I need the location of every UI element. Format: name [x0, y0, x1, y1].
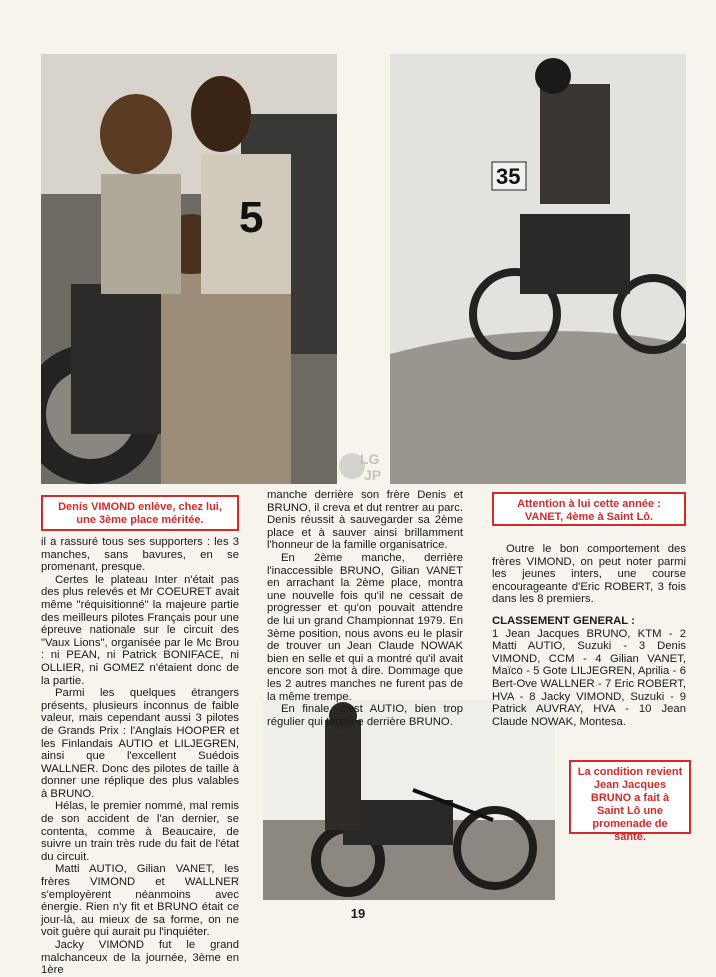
paragraph: En finale, c'est AUTIO, bien trop régulier qui termine derrière BRUNO. — [267, 703, 463, 728]
paragraph: manche derrière son frère Denis et BRUNO, il creva et dut rentrer au parc. Denis réussit à sauvegarder sa 2ème place et à sauver ainsi brillamment l'honneur de la famille organisatrice. — [267, 489, 463, 552]
caption-bruno: La condition revient Jean Jacques BRUNO a fait à Saint Lô une promenade de santé. — [569, 760, 691, 834]
caption-vanet: Attention à lui cette année : VANET, 4ème à Saint Lô. — [492, 492, 686, 526]
paragraph: Certes le plateau Inter n'était pas des plus relevés et Mr COEURET avait même "réquisitionné" la majeure partie des meilleurs pilotes Français pour une épreuve nationale sur le circuit des "Vaux Lions", organisée par le Mc Brou : ni PEAN, ni Patrick BONIFACE, ni OLLIER, ni GOMEZ n'étaient donc de la partie. — [41, 573, 239, 687]
paragraph: Jacky VIMOND fut le grand malchanceux de la journée, 3ème en 1ère — [41, 939, 239, 977]
photo-bruno — [263, 700, 555, 900]
svg-text:JP: JP — [364, 467, 382, 483]
caption-denis: Denis VIMOND enlève, chez lui, une 3ème place méritée. — [41, 495, 239, 531]
article-column-3 — [492, 543, 686, 728]
paragraph: Parmi les quelques étrangers présents, plusieurs inconnus de faible valeur, mais cependant aussi 3 pilotes de Grands Prix : l'Anglais HOOPER et les Finlandais AUTIO et LILJEGREN, ainsi que l'excellent Suédois WALLNER. Donc des pilotes de taille à donner une réplique des plus valables à BRUNO. — [41, 687, 239, 800]
article-column-2 — [267, 489, 463, 728]
svg-text:LG: LG — [360, 451, 380, 467]
paragraph: En 2ème manche, derrière l'inaccessible BRUNO, Gilian VANET en arrachant la 2ème place, montra une nouvelle fois qu'il ne cessait de progresser et qu'on pouvait attendre de lui un grand Championnat 1979. En 3ème position, nous avons eu le plasir de trouver un Jean Claude NOWAK bien en selle et qui a montré qu'il avait encore son mot à dire. Dommage que les 2 autres manches ne furent pas de la même trempe. — [267, 551, 463, 703]
watermark-logo — [336, 446, 392, 488]
paragraph: Hélas, le premier nommé, mal remis de son accident de l'an dernier, se contenta, comme à Beaucaire, de suivre un train très rude du fait de l'état du circuit. — [41, 800, 239, 863]
paragraph: Outre le bon comportement des frères VIMOND, on peut noter parmi les jeunes inters, une course encourageante d'Eric ROBERT, 3 fois dans les 8 premiers. — [492, 543, 686, 606]
page-number: 19 — [350, 906, 366, 921]
svg-text:35: 35 — [496, 164, 521, 189]
paragraph: Matti AUTIO, Gilian VANET, les frères VIMOND et WALLNER s'employèrent néanmoins avec énergie. Rien n'y fit et BRUNO était ce jour-là, au mieux de sa forme, on ne voit guère qui aurait pu l'inquiéter. — [41, 863, 239, 939]
ranking-list: 1 Jean Jacques BRUNO, KTM - 2 Matti AUTIO, Suzuki - 3 Denis VIMOND, CCM - 4 Gilian VANET, Maïco - 5 Gote LILJEGREN, Aprilia - 6 Bert-Ove WALLNER - 7 Eric ROBERT, HVA - 8 Jacky VIMOND, Suzuki - 9 Patrick AUVRAY, HVA - 10 Jean Claude NOWAK, Montesa. — [492, 627, 686, 728]
svg-text:5: 5 — [239, 193, 264, 242]
paragraph: il a rassuré tous ses supporters : les 3 manches, sans bavures, en se promenant, presque. — [41, 536, 239, 574]
ranking-heading: CLASSEMENT GENERAL : — [492, 614, 635, 627]
photo-vanet-jump — [390, 54, 686, 484]
photo-denis-vimond — [41, 54, 337, 484]
